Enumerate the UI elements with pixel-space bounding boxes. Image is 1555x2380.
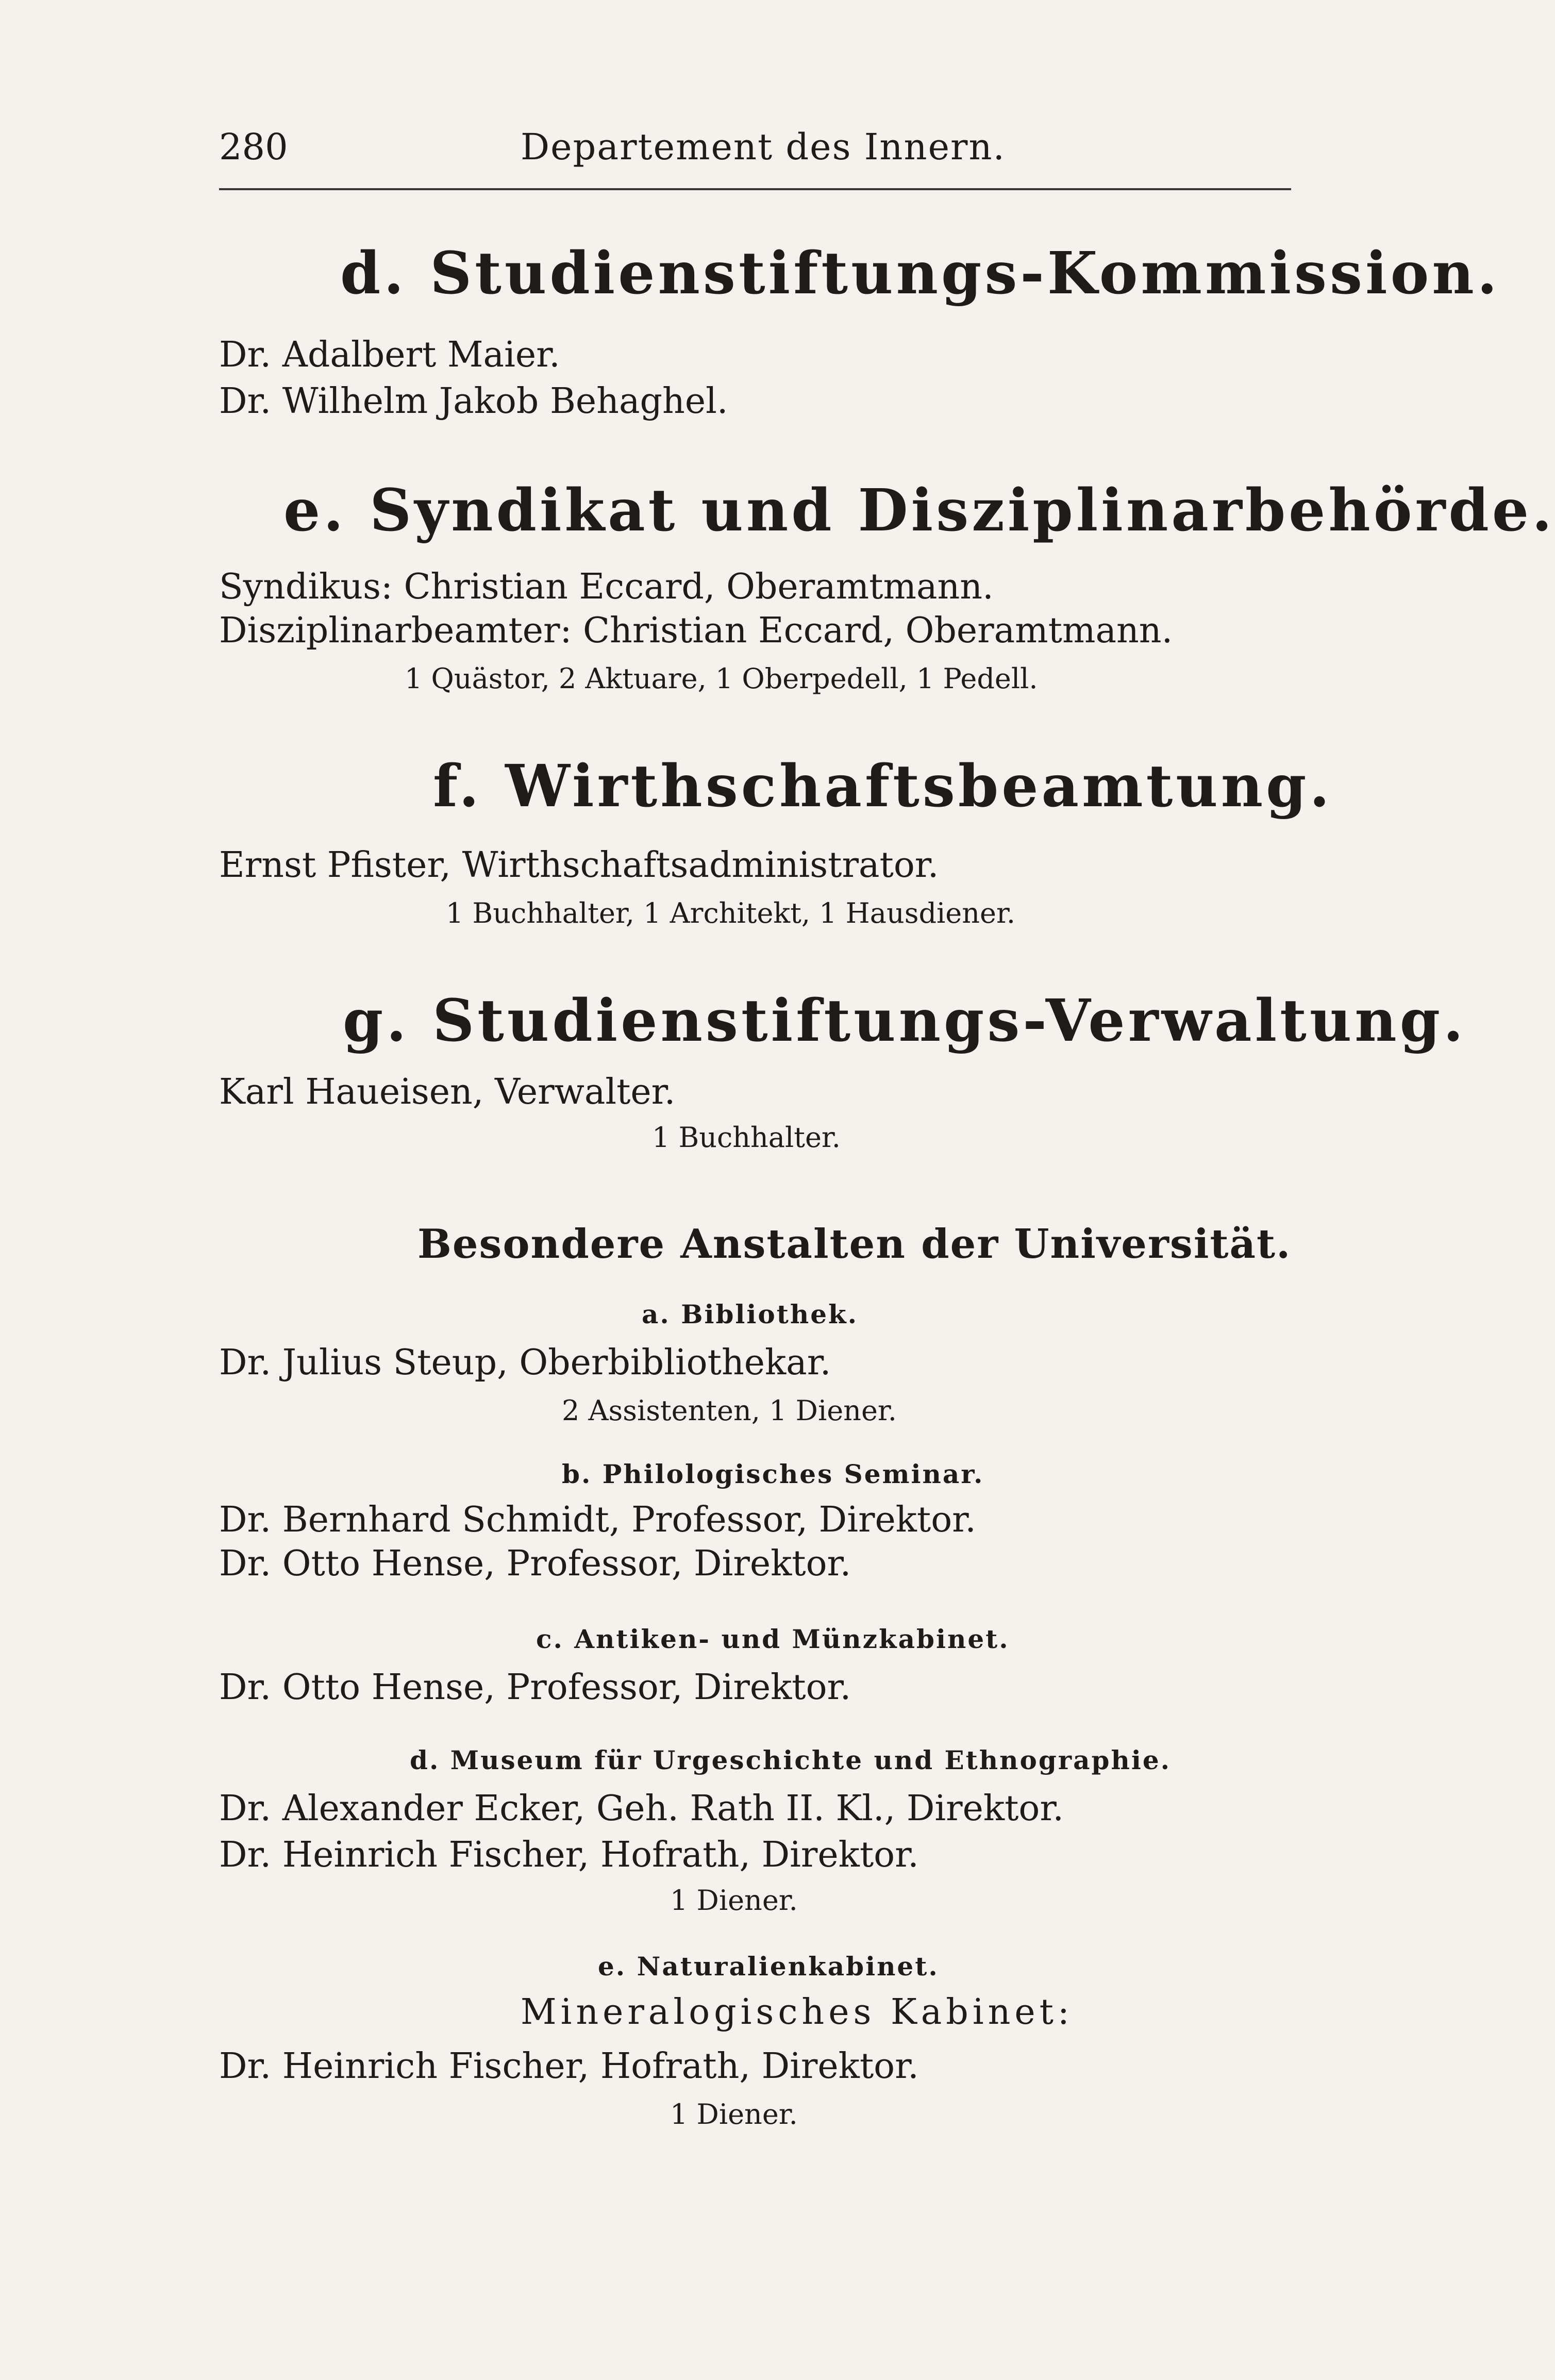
special-a-line-1: Dr. Julius Steup, Oberbibliothekar. (219, 1342, 831, 1383)
special-d-line-2: Dr. Heinrich Fischer, Hofrath, Direktor. (219, 1835, 919, 1875)
section-f-staff: 1 Buchhalter, 1 Architekt, 1 Hausdiener. (446, 897, 1016, 929)
special-d-staff: 1 Diener. (670, 1884, 798, 1917)
special-b-line-2: Dr. Otto Hense, Professor, Direktor. (219, 1543, 851, 1584)
running-title: Departement des Innern. (521, 126, 1006, 168)
special-e-staff: 1 Diener. (670, 2098, 798, 2131)
special-c-heading: c. Antiken- und Münzkabinet. (536, 1624, 1010, 1654)
section-d-line-2: Dr. Wilhelm Jakob Behaghel. (219, 381, 728, 422)
special-a-heading: a. Bibliothek. (642, 1299, 859, 1329)
section-f-title: f. Wirthschaftsbeamtung. (433, 753, 1333, 820)
section-f-line-1: Ernst Pfister, Wirthschaftsadministrator. (219, 845, 939, 886)
section-e-line-2: Disziplinarbeamter: Christian Eccard, Oberamtmann. (219, 610, 1173, 651)
section-e-line-1: Syndikus: Christian Eccard, Oberamtmann. (219, 567, 994, 607)
section-g-line-1: Karl Haueisen, Verwalter. (219, 1072, 676, 1112)
section-e-title: e. Syndikat und Disziplinarbehörde. (283, 477, 1555, 544)
special-b-heading: b. Philologisches Seminar. (562, 1459, 984, 1489)
special-c-line-1: Dr. Otto Hense, Professor, Direktor. (219, 1667, 851, 1708)
special-b-line-1: Dr. Bernhard Schmidt, Professor, Direktor. (219, 1500, 976, 1540)
special-d-line-1: Dr. Alexander Ecker, Geh. Rath II. Kl., Direktor. (219, 1788, 1064, 1829)
page-number: 280 (219, 126, 288, 168)
header-rule (219, 188, 1291, 190)
special-d-heading: d. Museum für Urgeschichte und Ethnographie. (410, 1745, 1172, 1775)
special-e-subheading: Mineralogisches Kabinet: (521, 1992, 1074, 2033)
section-d-title: d. Studienstiftungs-Kommission. (340, 240, 1500, 307)
special-e-line-1: Dr. Heinrich Fischer, Hofrath, Direktor. (219, 2046, 919, 2087)
section-g-title: g. Studienstiftungs-Verwaltung. (343, 987, 1467, 1055)
section-g-staff: 1 Buchhalter. (652, 1121, 841, 1154)
section-e-staff: 1 Quästor, 2 Aktuare, 1 Oberpedell, 1 Pedell. (405, 662, 1038, 695)
section-d-line-1: Dr. Adalbert Maier. (219, 335, 560, 375)
special-e-heading: e. Naturalienkabinet. (598, 1951, 939, 1982)
special-a-staff: 2 Assistenten, 1 Diener. (562, 1394, 897, 1427)
special-title: Besondere Anstalten der Universität. (417, 1221, 1292, 1268)
